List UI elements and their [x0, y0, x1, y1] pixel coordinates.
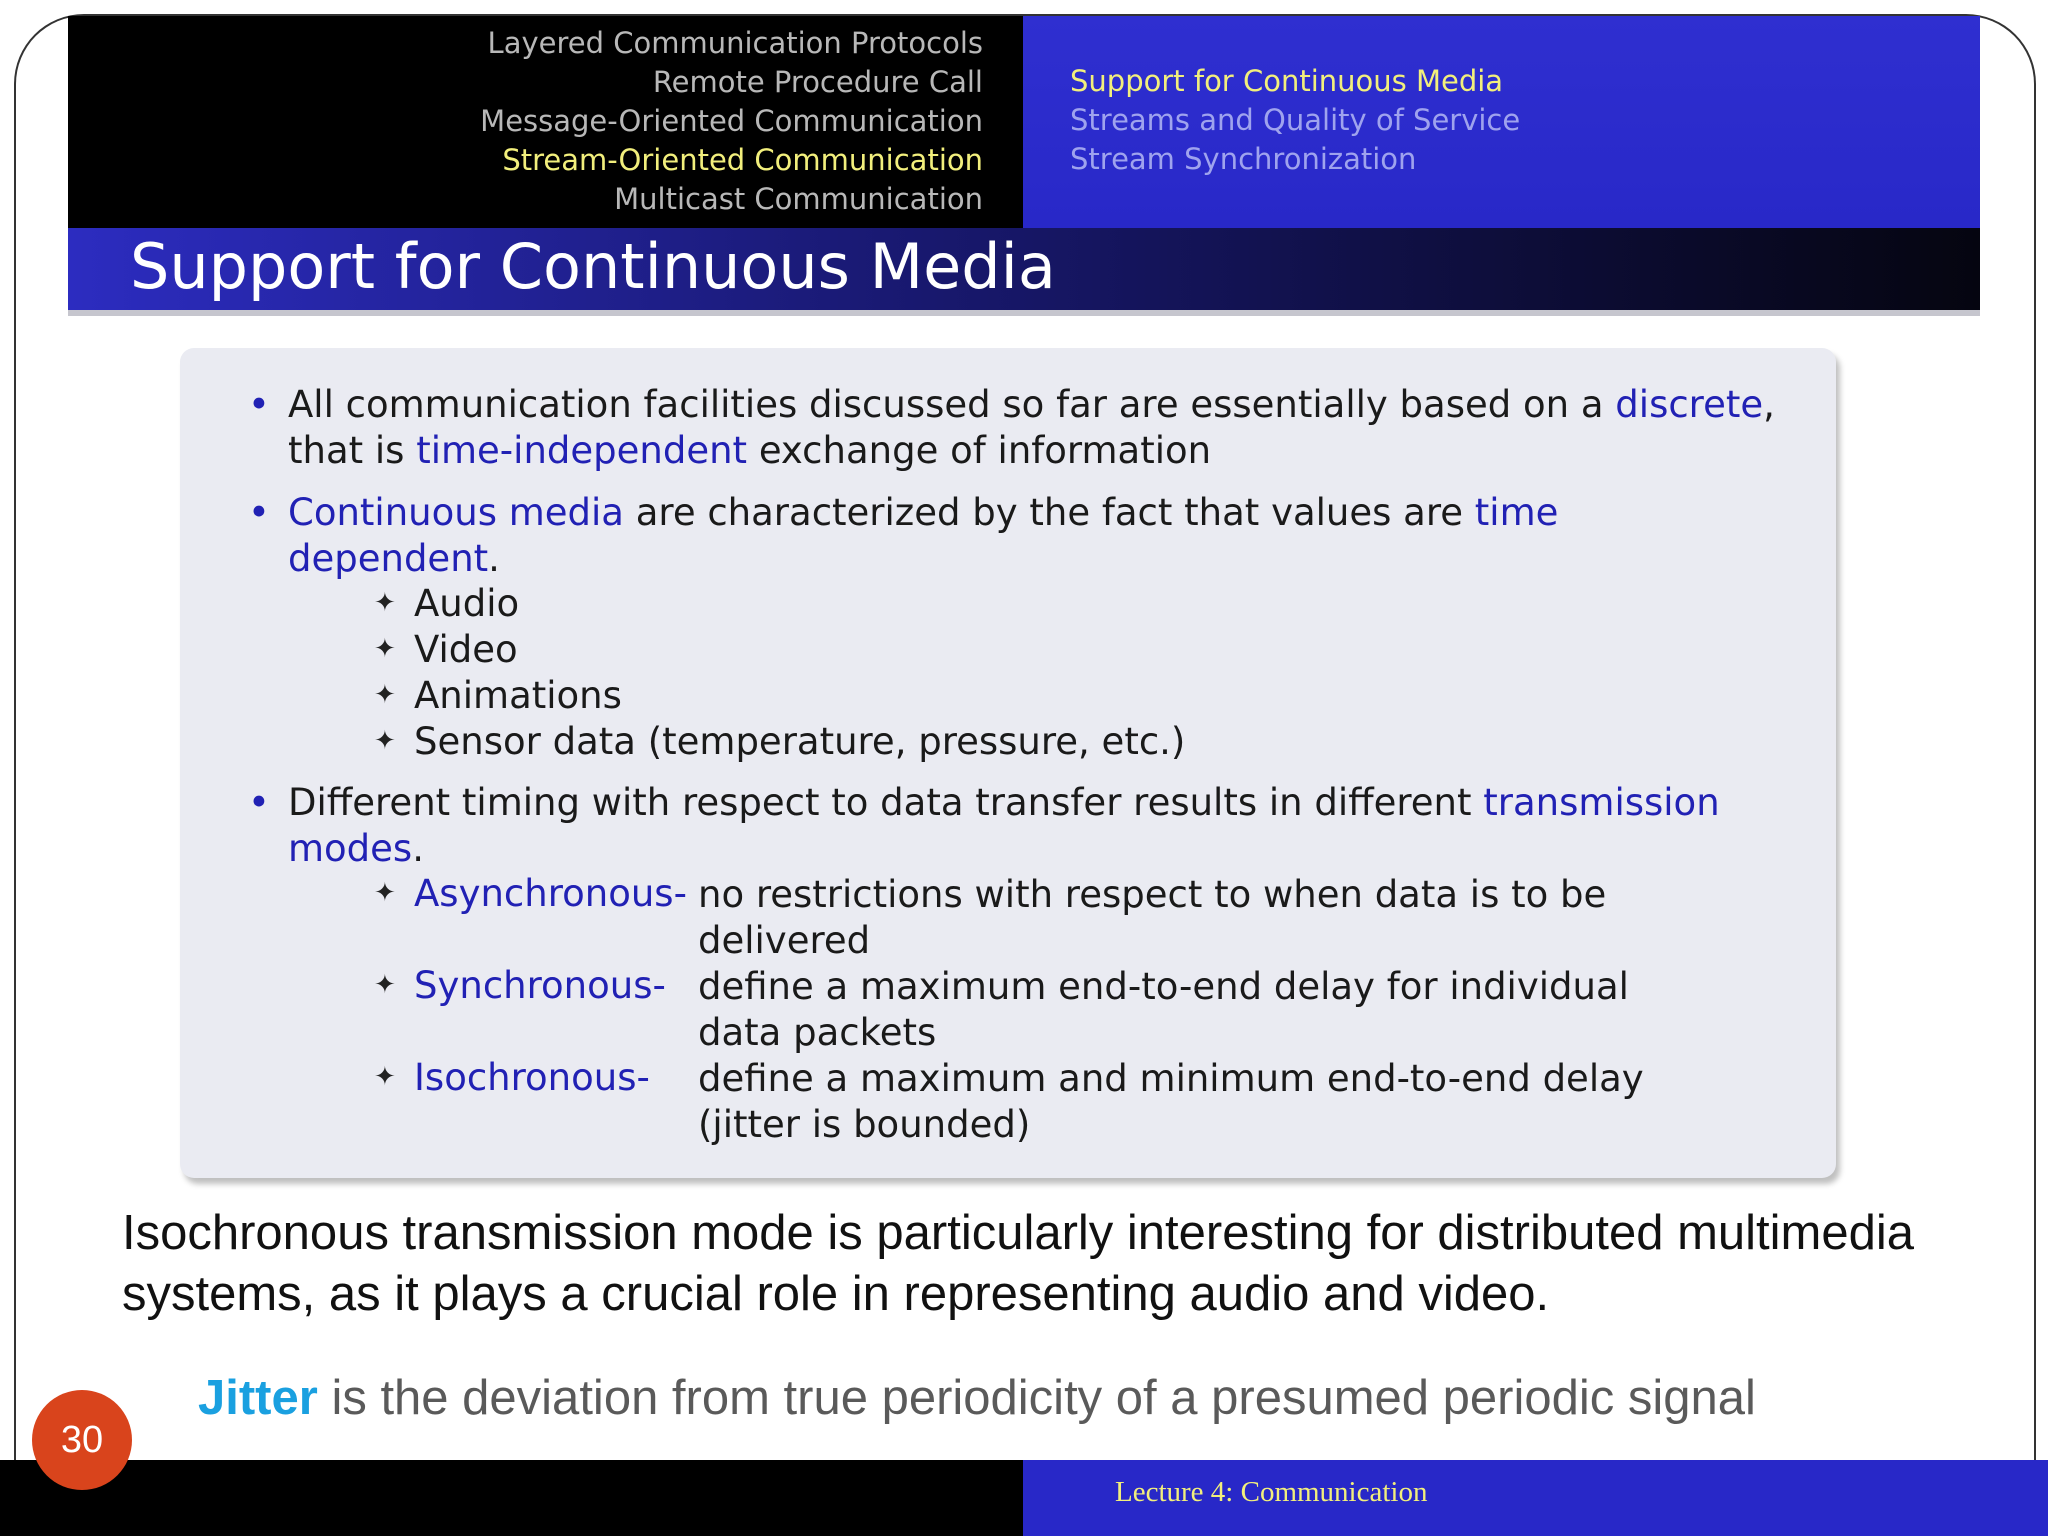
bullet-dot-icon: •: [248, 491, 270, 534]
section-nav: [480, 24, 983, 219]
header-right-panel: [1023, 16, 1980, 228]
mode-desc-isochronous: define a maximum and minimum end-to-end delay (jitter is bounded): [698, 1057, 1644, 1146]
bullet-dot-icon: •: [248, 781, 270, 824]
media-type-label: Audio: [414, 582, 520, 625]
term-discrete: discrete: [1615, 383, 1764, 426]
bullet-transmission-modes: [248, 780, 1720, 872]
nav-item-rpc: Remote Procedure Call: [652, 65, 983, 99]
mode-name-label: Synchronous-: [414, 964, 666, 1007]
bullet3-text-a: Different timing with respect to data transfer results in different: [288, 781, 1484, 824]
bullet1-text-f: exchange of information: [747, 429, 1212, 472]
body-paragraph: Isochronous transmission mode is particularly interesting for distributed multimedia systems, as it plays a crucial role in representing audio and video.: [122, 1206, 1914, 1321]
footer-right: [1023, 1460, 2048, 1536]
nav-item-message-oriented: Message-Oriented Communication: [480, 104, 983, 138]
mode-name-label: Asynchronous-: [414, 872, 687, 915]
term-transmission: transmission: [1483, 781, 1720, 824]
bullet2-text-b: are characterized by the fact that values are: [623, 491, 1475, 534]
star-bullet-icon: ✦: [374, 588, 396, 618]
star-bullet-icon: ✦: [374, 1062, 396, 1092]
star-bullet-icon: ✦: [374, 970, 396, 1000]
media-type-item: [374, 720, 1186, 763]
subnav-item-streams-qos: Streams and Quality of Service: [1070, 103, 1521, 137]
bullet1-text-a: All communication facilities discussed so far are essentially based on a: [288, 383, 1616, 426]
term-continuous-media: Continuous media: [288, 491, 624, 534]
star-bullet-icon: ✦: [374, 878, 396, 908]
mode-name-isochronous: [374, 1056, 650, 1099]
subnav-item-stream-sync: Stream Synchronization: [1070, 142, 1417, 176]
term-time-independent: time-independent: [416, 429, 748, 472]
nav-item-stream-oriented: Stream-Oriented Communication: [502, 143, 983, 177]
media-type-item: [374, 674, 622, 717]
mode-name-label: Isochronous-: [414, 1056, 650, 1099]
jitter-definition: [198, 1368, 1756, 1428]
bullet3-text-d: .: [412, 827, 424, 870]
title-bar: [68, 228, 1980, 316]
media-type-label: Animations: [414, 674, 622, 717]
header-left-panel: [68, 16, 1023, 228]
mode-desc-asynchronous: no restrictions with respect to when data is to be delivered: [698, 873, 1607, 962]
bullet1-text-c: ,: [1763, 383, 1775, 426]
media-type-item: [374, 582, 520, 625]
bullet-dot-icon: •: [248, 383, 270, 426]
bullet1-text-d: that is: [288, 429, 417, 472]
media-type-label: Sensor data (temperature, pressure, etc.): [414, 720, 1186, 763]
mode-desc-synchronous: define a maximum end-to-end delay for individual data packets: [698, 965, 1629, 1054]
term-time: time: [1474, 491, 1559, 534]
term-modes: modes: [288, 827, 413, 870]
star-bullet-icon: ✦: [374, 726, 396, 756]
media-type-label: Video: [414, 628, 518, 671]
term-dependent: dependent: [288, 537, 489, 580]
star-bullet-icon: ✦: [374, 634, 396, 664]
jitter-text: is the deviation from true periodicity of a presumed periodic signal: [317, 1371, 1756, 1425]
mode-name-synchronous: [374, 964, 666, 1007]
mode-name-asynchronous: [374, 872, 687, 915]
nav-item-layered-protocols: Layered Communication Protocols: [487, 26, 983, 60]
slide-title: Support for Continuous Media: [130, 230, 1056, 303]
star-bullet-icon: ✦: [374, 680, 396, 710]
bullet-continuous-media: [248, 490, 1559, 582]
bullet-discrete: [248, 382, 1775, 474]
page-number-badge: 30: [32, 1390, 132, 1490]
subsection-nav: [1070, 62, 1520, 179]
footer-lecture-title: Lecture 4: Communication: [1115, 1476, 1428, 1508]
media-type-item: [374, 628, 518, 671]
subnav-item-continuous-media: Support for Continuous Media: [1070, 64, 1504, 98]
jitter-keyword: Jitter: [198, 1371, 318, 1425]
nav-item-multicast: Multicast Communication: [614, 182, 983, 216]
footer-left: [0, 1460, 1023, 1536]
content-panel: [180, 348, 1836, 1178]
bullet2-text-e: .: [488, 537, 500, 580]
